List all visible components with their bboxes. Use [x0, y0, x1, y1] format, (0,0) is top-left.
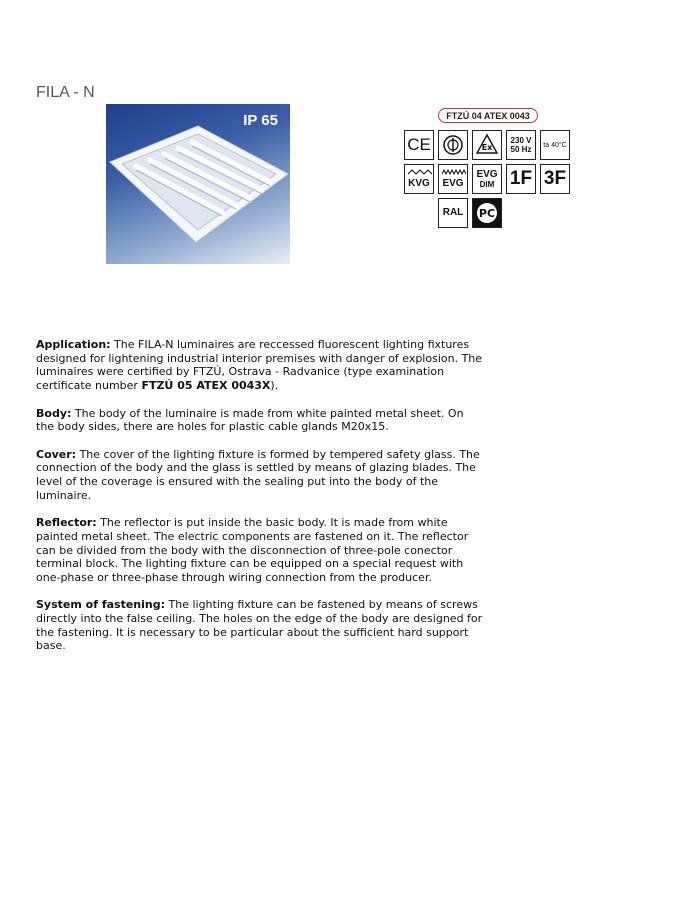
ip-rating-label: IP 65	[243, 112, 278, 129]
ex-explosion-proof-icon	[472, 130, 502, 160]
fastening-text: The lighting fixture can be fastened by means of screws directly into the false ceiling. The holes on the edge of the body are designed for the fastening. It is necessary to be particular about the sufficient hard support base.	[36, 598, 483, 653]
voltage-badge: 230 V 50 Hz	[506, 130, 536, 160]
single-phase-badge: 1F	[506, 164, 536, 194]
body-text: The body of the luminaire is made from white painted metal sheet. On the body sides, there are holes for plastic cable glands M20x15.	[36, 406, 464, 434]
reflector-text: The reflector is put inside the basic body. It is made from white painted metal sheet. The electric components are fastened on it. The reflector can be divided from the body with the disconnection of three-pole conector terminal block. The lighting fixture can be equipped on a special request with one-phase or three-phase through wiring connection from the producer.	[36, 516, 469, 584]
atex-certificate-label: FTZÚ 04 ATEX 0043	[438, 108, 538, 123]
svg-text:Ex: Ex	[481, 143, 493, 152]
application-text-end: ).	[270, 379, 279, 393]
application-term: Application:	[36, 338, 111, 351]
cover-term: Cover:	[36, 447, 77, 461]
three-phase-badge: 3F	[540, 164, 570, 194]
ambient-temp-badge: ta 40°C	[540, 130, 570, 160]
evg-dim-badge: EVG DIM	[472, 164, 502, 194]
fastening-paragraph	[36, 598, 484, 653]
kvg-ballast-badge: KVG	[404, 164, 434, 194]
cover-text: The cover of the lighting fixture is formed by tempered safety glass. The connection of the body and the glass is settled by means of glazing blades. The level of the coverage is ensured with the sealing put into the body of the luminaire.	[36, 447, 480, 502]
safety-class-icon	[438, 130, 468, 160]
body-term: Body:	[36, 406, 72, 420]
ce-mark-icon: CE	[404, 130, 434, 160]
application-paragraph	[36, 338, 484, 393]
fastening-term: System of fastening:	[36, 598, 166, 612]
page-title: FILA - N	[36, 84, 95, 101]
reflector-paragraph	[36, 516, 484, 585]
gost-r-icon	[472, 198, 502, 228]
product-photo	[106, 104, 290, 264]
body-paragraph	[36, 407, 484, 434]
evg-ballast-badge: EVG	[438, 164, 468, 194]
reflector-term: Reflector:	[36, 516, 97, 530]
product-description	[36, 338, 484, 667]
ral-badge: RAL	[438, 198, 468, 228]
svg-text:PC: PC	[478, 207, 496, 220]
application-text: The FILA-N luminaires are reccessed fluorescent lighting fixtures designed for lightening industrial interior premises with danger of explosion. The luminaires were certified by FTZÚ, Ostrava - Radvanice (type examination certificate number	[36, 338, 483, 393]
certification-panel	[404, 108, 576, 230]
cover-paragraph	[36, 448, 484, 503]
certificate-number: FTZÚ 05 ATEX 0043X	[141, 379, 271, 393]
